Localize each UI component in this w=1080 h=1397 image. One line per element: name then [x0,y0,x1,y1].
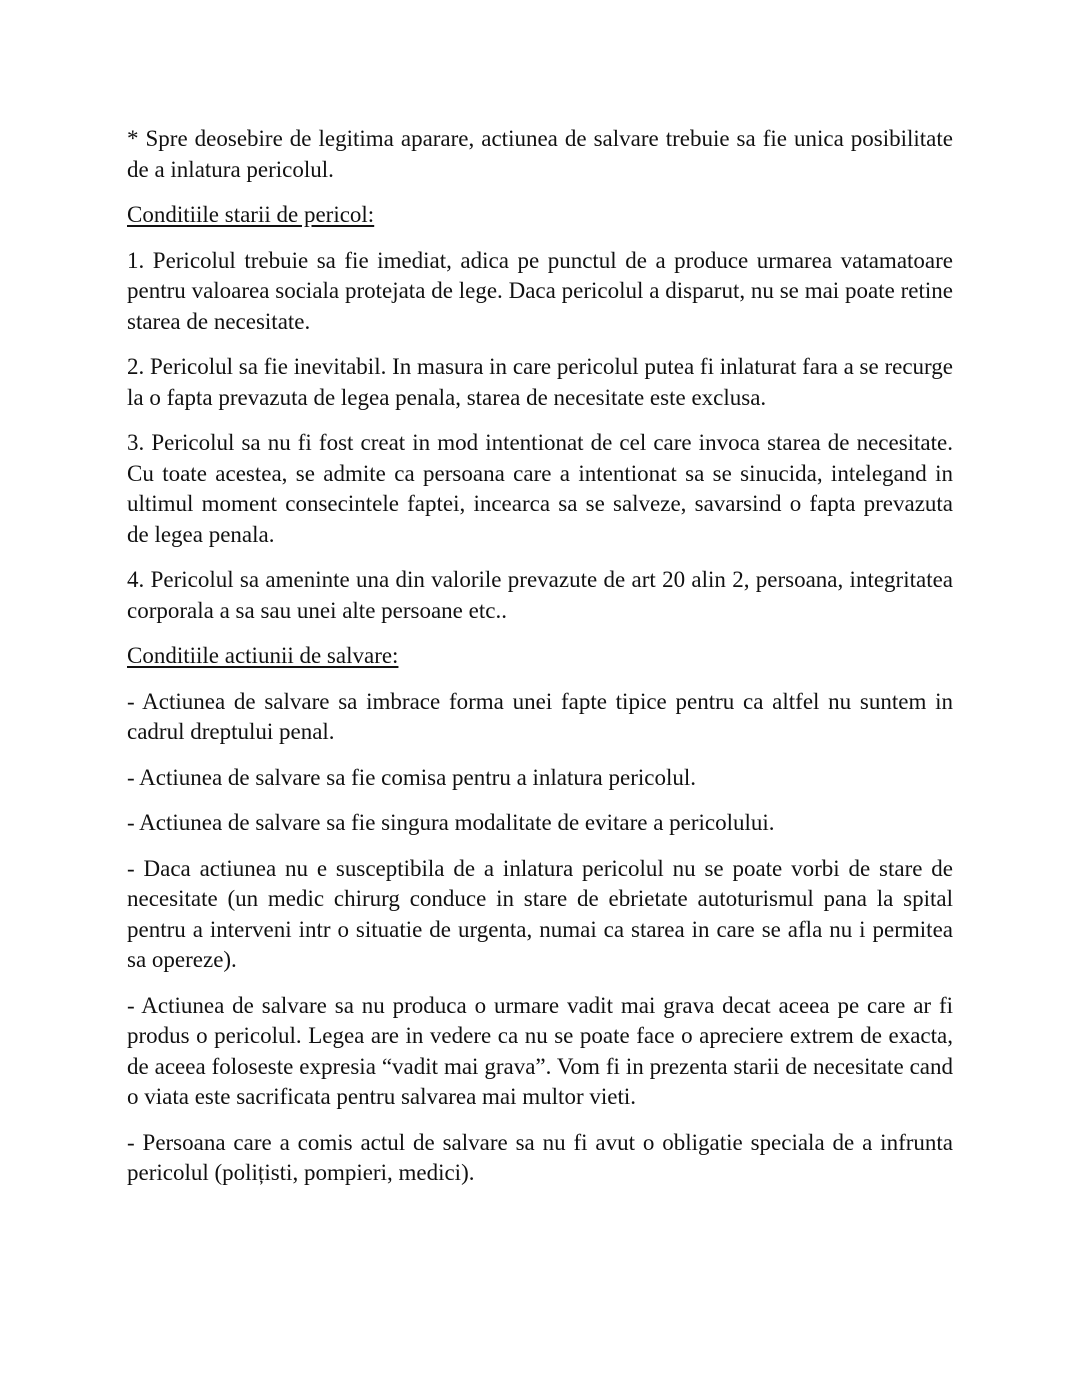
paragraph-salvare-6: - Persoana care a comis actul de salvare sa nu fi avut o obligatie speciala de a infrunta pericolul (polițisti, pompieri, medici). [127,1129,953,1185]
paragraph-salvare-2: - Actiunea de salvare sa fie comisa pentru a inlatura pericolul. [127,764,697,790]
paragraph-salvare-3: - Actiunea de salvare sa fie singura modalitate de evitare a pericolului. [127,810,775,835]
paragraph-salvare-1: - Actiunea de salvare sa imbrace forma unei fapte tipice pentru ca altfel nu suntem in cadrul dreptului penal. [127,688,953,744]
heading-conditii-pericol: Conditiile starii de pericol: [127,202,375,227]
paragraph-salvare-5: - Actiunea de salvare sa nu produca o urmare vadit mai grava decat aceea pe care ar fi produs o pericolul. Legea are in vedere ca nu se poate face o apreciere extrem de exacta, de aceea foloseste expresia “vadit mai grava”. Vom fi in prezenta starii de necesitate cand o viata este sacrificata pentru salvarea mai multor vieti. [127,992,953,1109]
paragraph-pericol-1: 1. Pericolul trebuie sa fie imediat, adica pe punctul de a produce urmarea vatamatoare pentru valoarea sociala protejata de lege. Daca pericolul a disparut, nu se mai poate retine starea de necesitate. [127,247,953,334]
paragraph-pericol-2: 2. Pericolul sa fie inevitabil. In masura in care pericolul putea fi inlaturat fara a se recurge la o fapta prevazuta de legea penala, starea de necesitate este exclusa. [127,354,953,410]
paragraph-pericol-3: 3. Pericolul sa nu fi fost creat in mod intentionat de cel care invoca starea de necesitate. Cu toate acestea, se admite ca persoana care a intentionat sa se sinucida, intelegand in ultimul moment consecintele faptei, incearca sa se salveze, savarsind o fapta prevazuta de legea penala. [127,430,953,547]
paragraph-pericol-4: 4. Pericolul sa ameninte una din valorile prevazute de art 20 alin 2, persoana, integritatea corporala a sa sau unei alte persoane etc.. [127,567,953,623]
intro-paragraph: * Spre deosebire de legitima aparare, actiunea de salvare trebuie sa fie unica posibilitate de a inlatura pericolul. [127,126,953,182]
document-page [127,124,953,1204]
paragraph-salvare-4: - Daca actiunea nu e susceptibila de a inlatura pericolul nu se poate vorbi de stare de necesitate (un medic chirurg conduce in stare de ebrietate autoturismul pana la spital pentru a interveni intr o situatie de urgenta, numai ca starea in care se afla nu i permitea sa opereze). [127,855,953,972]
heading-conditii-salvare: Conditiile actiunii de salvare: [127,643,399,668]
